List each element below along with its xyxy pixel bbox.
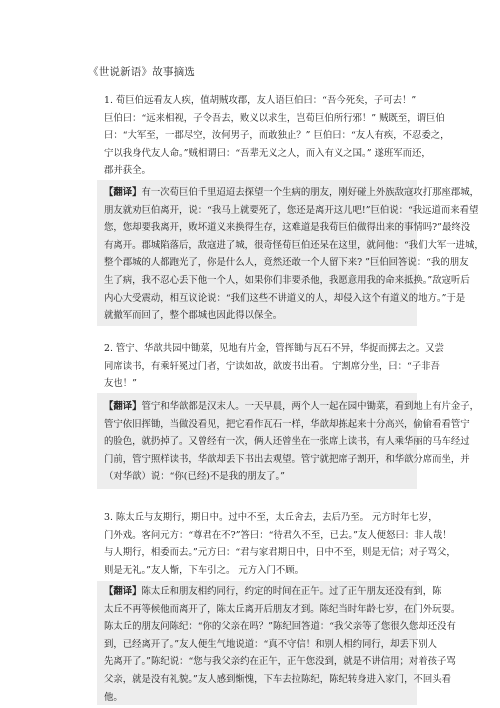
translation-2-line: 管宁和华歆都是汉末人。一天早晨，两个人一起在园中锄菜，看到地上有片金子，	[141, 401, 480, 412]
story-3	[104, 509, 456, 579]
story-3-line: 3. 陈太丘与友期行，期日中。过中不至，太丘舍去，去后乃至。 元方时年七岁，	[104, 512, 438, 523]
translation-3-line: 到，已经离开了。”友人便生气地说道：“真不守信！和别人相约同行，却丢下别人	[104, 638, 438, 650]
translation-2-line: （对华歆）说：“你(已经)不是我的朋友了。”	[104, 471, 285, 483]
translation-1-line: 就撤军而回了，整个郡城也因此得以保全。	[104, 310, 283, 322]
translation-2-line: 门前，管宁照样读书，华歆却丢下书出去观望。管宁就把席子割开，和华歆分席而坐，并	[104, 453, 470, 465]
translation-1-line: 内心大受震动，相互议论说：“我们这些不讲道义的人，却侵入这个有道义的地方。”于是	[104, 292, 466, 304]
translation-1-line: 生了病，我不忍心丢下他一个人，如果你们非要杀他，我愿意用我的命来抵换。”敌寇听后	[104, 274, 470, 286]
translation-1	[104, 184, 484, 325]
translation-3-line: 他。	[104, 691, 123, 703]
document-title: 《世说新语》故事摘选	[88, 66, 195, 78]
translation-3-line: 陈太丘的朋友问陈纪：“你的父亲在吗？”陈纪回答道：“我父亲等了您很久您却还没有	[104, 621, 456, 633]
story-1-line: 曰：“大军至，一郡尽空，汝何男子，而敢独止？” 巨伯曰：“友人有疾，不忍委之，	[104, 130, 450, 142]
translation-3	[104, 583, 461, 706]
story-1-line: 郡并获全。	[104, 165, 151, 177]
story-2-line: 友也！”	[104, 378, 137, 390]
translation-3-line: 太丘不再等候他而离开了，陈太丘离开后朋友才到。陈纪当时年龄七岁，在门外玩耍。	[104, 603, 461, 615]
story-3-line: 则是无礼。”友人惭，下车引之。 元方入门不顾。	[104, 564, 304, 576]
story-1-line: 1. 荀巨伯远看友人疾，值胡贼攻郡，友人语巨伯曰：“吾今死矣，子可去！”	[104, 95, 417, 106]
story-2-line: 2. 管宁、华歆共园中锄菜，见地有片金，管挥锄与瓦石不异，华捉而掷去之。又尝	[104, 343, 445, 354]
translation-2	[104, 398, 480, 486]
translation-3-line: 陈太丘和朋友相约同行，约定的时间在正午。过了正午朋友还没有到，陈	[141, 586, 442, 597]
story-2-line: 同席读书，有乘轩冕过门者，宁读如故，歆废书出看。 宁割席分坐，曰：“子非吾	[104, 360, 440, 372]
translation-1-line: 朋友就劝巨伯离开，说：“我马上就要死了，您还是离开这儿吧!”巨伯说：“我远道而来看望	[104, 204, 479, 216]
translation-1-line: 您，您却要我离开，败坏道义来换得生存，这难道是我荀巨伯做得出来的事情吗?”最终没	[104, 222, 471, 234]
story-3-line: 与人期行，相委而去。”元方曰：“君与家君期日中，日中不至，则是无信；对子骂父，	[104, 547, 456, 559]
translation-2-line: 的脸色，就扔掉了。又曾经有一次，俩人还曾坐在一张席上读书，有人乘华丽的马车经过	[104, 436, 470, 448]
story-1	[104, 92, 450, 180]
translation-2-label: 【翻译】	[104, 401, 142, 412]
translation-1-line: 有一次荀巨伯千里迢迢去探望一个生病的朋友，刚好碰上外族敌寇攻打那座郡城，	[141, 187, 480, 198]
translation-1-line: 整个郡城的人都跑光了，你是什么人，竟然还敢一个人留下来? ”巨伯回答说：“我的朋友	[104, 257, 469, 269]
translation-3-label: 【翻译】	[104, 586, 142, 597]
story-2	[104, 340, 445, 393]
translation-3-line: 先离开了。”陈纪说：“您与我父亲约在正午，正午您没到，就是不讲信用；对着孩子骂	[104, 656, 456, 668]
translation-2-line: 管宁依旧挥锄，当做没看见，把它看作瓦石一样，华歆却拣起来十分高兴，偷偷看看管宁	[104, 418, 470, 430]
translation-3-line: 父亲，就是没有礼貌。”友人感到惭愧，下车去拉陈纪，陈纪转身进入家门，不回头看	[104, 673, 451, 685]
translation-1-line: 有离开。郡城陷落后，敌寇进了城，很奇怪荀巨伯还呆在这里，就问他：“我们大军一进城，	[104, 239, 484, 251]
story-1-line: 宁以我身代友人命。”贼相谓曰：“吾辈无义之人，而入有义之国。” 遂班军而还，	[104, 147, 431, 159]
story-3-line: 门外戏。客问元方：“尊君在不?”答曰：“待君久不至，已去。”友人便怒曰：非人哉！	[104, 529, 452, 541]
story-1-line: 巨伯曰：“远来相视，子令吾去，败义以求生，岂荀巨伯所行邪！” 贼既至，谓巨伯	[104, 112, 445, 124]
translation-1-label: 【翻译】	[104, 187, 142, 198]
